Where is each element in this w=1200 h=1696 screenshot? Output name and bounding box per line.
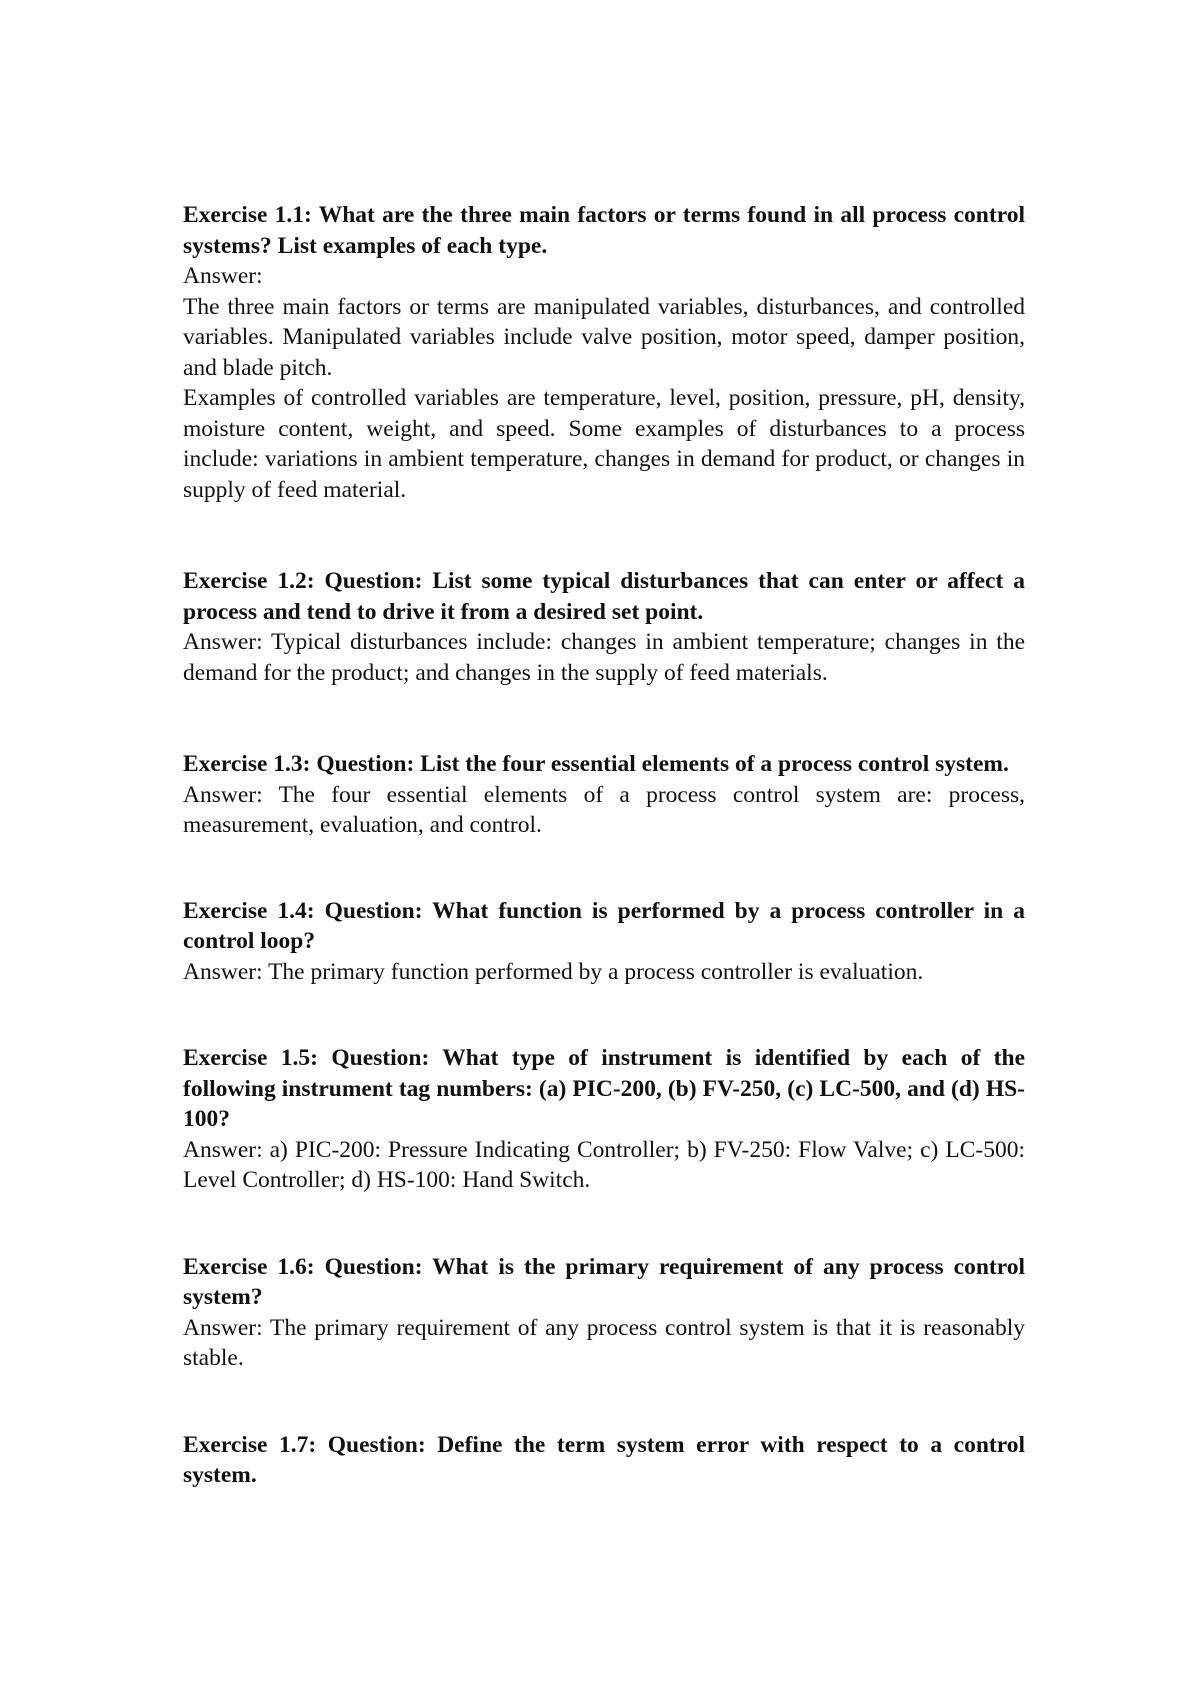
- exercise-question: Exercise 1.6: Question: What is the primary requirement of any process control system?: [183, 1253, 1025, 1310]
- exercise-answer: Answer: The primary requirement of any process control system is that it is reasonably stable.: [183, 1314, 1025, 1371]
- exercise-question: Exercise 1.2: Question: List some typical disturbances that can enter or affect a process and tend to drive it from a desired set point.: [183, 568, 1025, 625]
- exercise-1-1: [183, 200, 1025, 505]
- exercise-answer: Answer: The four essential elements of a process control system are: process, measurement, evaluation, and control.: [183, 781, 1025, 838]
- exercise-answer: Answer: Typical disturbances include: changes in ambient temperature; changes in the demand for the product; and changes in the supply of feed materials.: [183, 629, 1025, 686]
- exercise-1-5: [183, 1043, 1025, 1196]
- exercise-question: Exercise 1.5: Question: What type of instrument is identified by each of the following instrument tag numbers: (a) PIC-200, (b) FV-250, (c) LC-500, and (d) HS-100?: [183, 1045, 1025, 1132]
- exercise-1-3: [183, 749, 1025, 841]
- document-page: [183, 200, 1025, 1491]
- exercise-1-6: [183, 1252, 1025, 1374]
- exercise-question: Exercise 1.4: Question: What function is performed by a process controller in a control loop?: [183, 897, 1025, 954]
- exercise-question: Exercise 1.3: Question: List the four essential elements of a process control system.: [183, 751, 1009, 777]
- exercise-1-7: [183, 1430, 1025, 1491]
- answer-label: Answer:: [183, 263, 263, 289]
- exercise-1-2: [183, 566, 1025, 688]
- exercise-question: Exercise 1.7: Question: Define the term system error with respect to a control system.: [183, 1431, 1025, 1488]
- exercise-question: Exercise 1.1: What are the three main factors or terms found in all process control systems? List examples of each type.: [183, 202, 1025, 259]
- answer-paragraph: Examples of controlled variables are temperature, level, position, pressure, pH, density, moisture content, weight, and speed. Some examples of disturbances to a process include: variations in ambient temperature, changes in demand for product, or changes in supply of feed material.: [183, 385, 1025, 503]
- exercise-answer: Answer: a) PIC-200: Pressure Indicating Controller; b) FV-250: Flow Valve; c) LC-500: Level Controller; d) HS-100: Hand Switch.: [183, 1136, 1025, 1193]
- answer-paragraph: The three main factors or terms are manipulated variables, disturbances, and controlled variables. Manipulated variables include valve position, motor speed, damper position, and blade pitch.: [183, 293, 1025, 381]
- exercise-answer: Answer: The primary function performed by a process controller is evaluation.: [183, 958, 924, 985]
- exercise-1-4: [183, 896, 1025, 988]
